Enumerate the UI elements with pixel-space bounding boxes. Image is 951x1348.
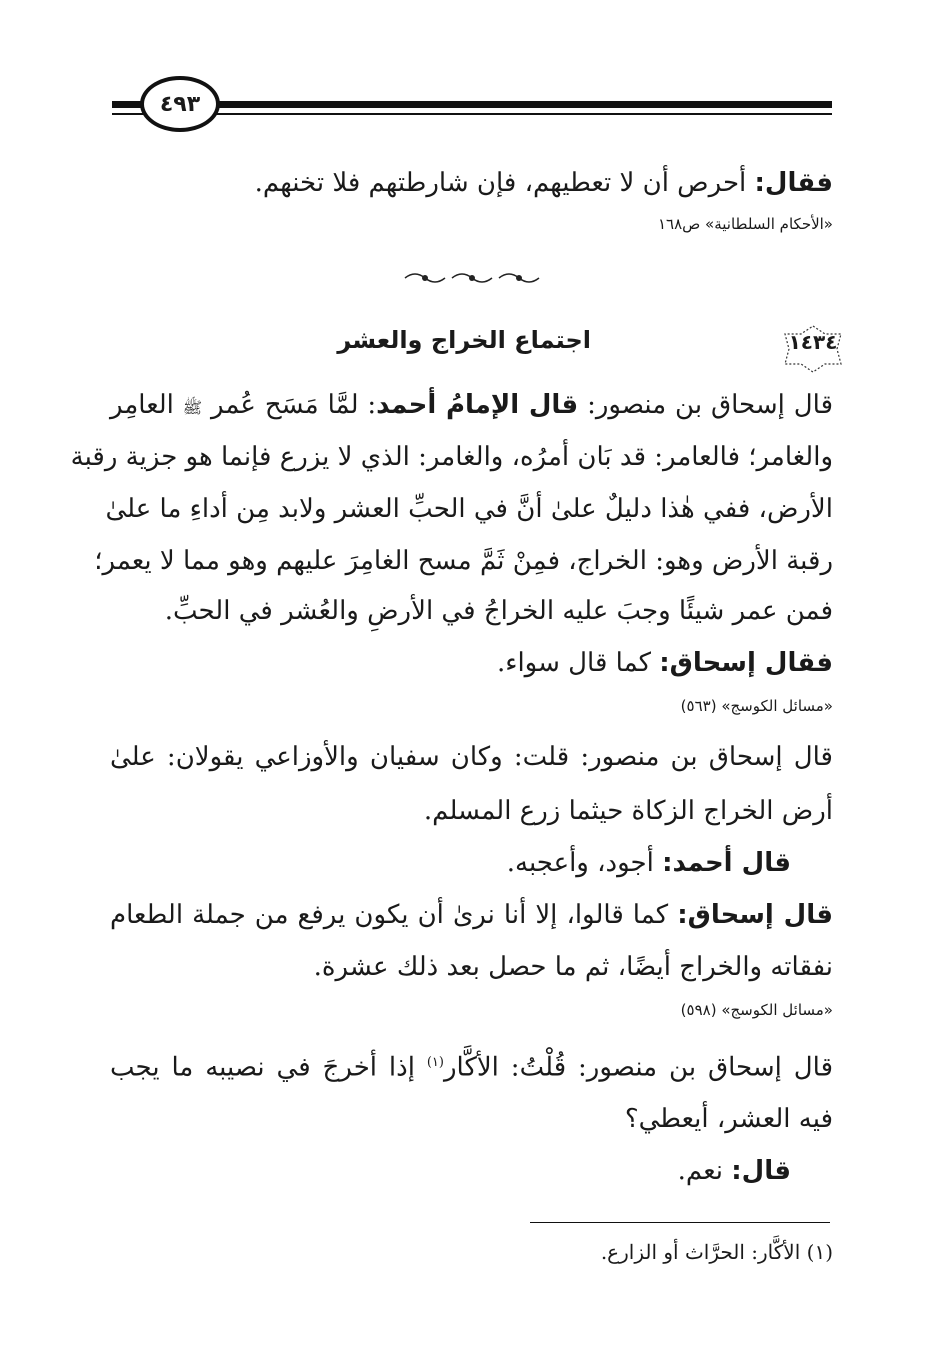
text-span: كما قالوا، إلا أنا نرىٰ أن يكون يرفع من جملة الطعام: [110, 900, 678, 930]
speaker-label: قال الإمامُ أحمد: [376, 390, 579, 420]
speaker-label: قال:: [731, 1156, 791, 1186]
text-line: [110, 646, 833, 680]
source-citation: «مسائل الكوسج» (٥٦٣): [680, 697, 833, 715]
text-line: [110, 388, 833, 425]
ornament-divider-icon: [400, 270, 550, 286]
text-span: إذا أخرجَ في نصيبه ما يجب: [110, 1052, 427, 1083]
section-title: اجتماع الخراج والعشر: [337, 326, 591, 354]
text-line: نفقاته والخراج أيضًا، ثم ما حصل بعد ذلك عشرة.: [313, 952, 833, 982]
intro-line: [110, 166, 833, 200]
speaker-label: فقال إسحاق:: [659, 648, 833, 678]
footnote-rule: [530, 1222, 830, 1223]
text-span: أجود، وأعجبه.: [506, 848, 663, 878]
page-number: ٤٩٣: [140, 76, 220, 132]
footnote-number: (١): [806, 1240, 833, 1264]
text-span: كما قال سواء.: [496, 648, 660, 678]
header-rule-thick: [112, 101, 832, 108]
speaker-label: قال أحمد:: [662, 848, 791, 878]
footnote: [601, 1238, 833, 1266]
text-line: فيه العشر، أيعطي؟: [624, 1104, 833, 1134]
honorific-symbol: ﷺ: [182, 398, 203, 417]
text-span: قال إسحاق بن منصور:: [578, 390, 833, 420]
text-span: نعم.: [677, 1156, 732, 1186]
section-number: ١٤٣٤: [788, 330, 838, 354]
text-line: فمن عمر شيئًا وجبَ عليه الخراجُ في الأرضِ والعُشر في الحبِّ.: [164, 596, 833, 626]
source-citation: «مسائل الكوسج» (٥٩٨): [680, 1001, 833, 1019]
text-span: قال إسحاق بن منصور: قُلْتُ: الأكَّار: [443, 1052, 834, 1083]
header-rule-thin: [112, 113, 832, 115]
text-line: قال إسحاق بن منصور: قلت: وكان سفيان والأوزاعي يقولان: علىٰ: [110, 742, 833, 772]
text-line: رقبة الأرض وهو: الخراج، فمِنْ ثَمَّ مسح الغامِرَ عليهم وهو مما لا يعمر؛: [94, 546, 833, 576]
text-span: العامِر: [110, 390, 183, 420]
text-line: الأرض، ففي هٰذا دليلٌ علىٰ أنَّ في الحبِّ العشر ولابد مِن أداءِ ما علىٰ: [105, 494, 833, 524]
intro-text: أحرص أن لا تعطيهم، فإن شارطتهم فلا تخنهم.: [254, 168, 755, 198]
speaker-label: قال إسحاق:: [677, 900, 833, 930]
text-line: والغامر؛ فالعامر: قد بَان أمرُه، والغامر: الذي لا يزرع فإنما هو جزية رقبة: [70, 442, 833, 472]
text-line: [110, 1046, 833, 1085]
text-line: [110, 1154, 791, 1188]
text-line: أرض الخراج الزكاة حيثما زرع المسلم.: [423, 796, 833, 826]
source-citation: «الأحكام السلطانية» ص١٦٨: [657, 215, 833, 233]
footnote-marker[interactable]: (١): [426, 1055, 444, 1070]
text-line: [110, 846, 791, 880]
speaker-label: فقال:: [754, 168, 833, 198]
footnote-text: الأكَّار: الحرَّاث أو الزارع.: [600, 1240, 807, 1264]
text-span: : لمَّا مَسَح عُمر: [202, 390, 377, 420]
text-line: [110, 898, 833, 932]
